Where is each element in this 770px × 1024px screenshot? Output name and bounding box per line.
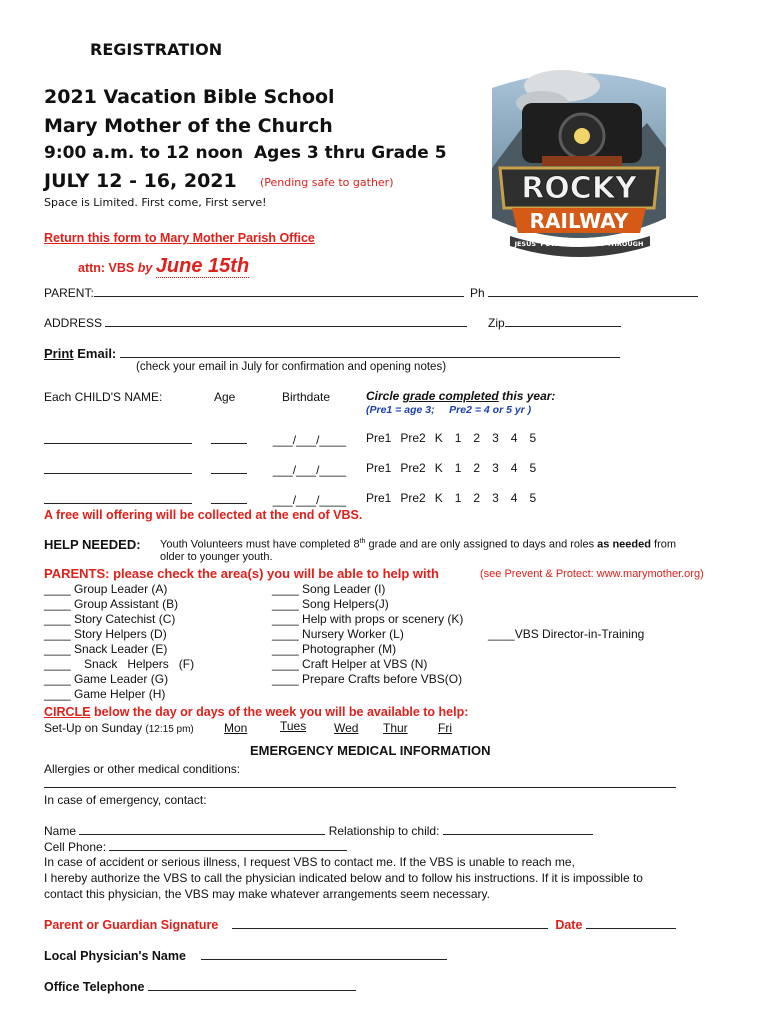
role-label: Song Leader (I) [302, 582, 386, 596]
day-wed[interactable]: Wed [334, 721, 359, 735]
deadline: June 15th [155, 255, 250, 277]
grade-k[interactable]: K [434, 461, 443, 475]
grade-2[interactable]: 2 [473, 491, 481, 505]
setup-text: Set-Up on Sunday [44, 721, 143, 735]
child-age-line[interactable] [211, 492, 247, 504]
grade-1[interactable]: 1 [454, 491, 462, 505]
grade-options[interactable] [366, 491, 545, 505]
grade-pre1[interactable]: Pre1 [366, 431, 392, 445]
allergies-line[interactable] [44, 776, 676, 788]
day-thur[interactable]: Thur [383, 721, 408, 735]
circle-label: CIRCLE [44, 705, 91, 719]
role-label: Story Catechist (C) [74, 612, 176, 626]
child-name-line[interactable] [44, 432, 192, 444]
office-label: Office Telephone [44, 980, 145, 994]
authorization-para-3: contact this physician, the VBS may make whatever arrangements seem necessary. [44, 887, 490, 901]
parent-label: PARENT: [44, 286, 94, 300]
grade-k[interactable]: K [434, 431, 443, 445]
role-label: Nursery Worker (L) [302, 627, 404, 641]
relationship-label: Relationship to child: [328, 824, 440, 838]
youth-text-sup: th [359, 538, 366, 545]
child-age-line[interactable] [211, 462, 247, 474]
role-label: Game Helper (H) [74, 687, 166, 701]
prevent-protect-note: (see Prevent & Protect: www.marymother.org) [480, 568, 704, 580]
ph-label: Ph [470, 286, 485, 300]
parent-line[interactable] [94, 285, 464, 297]
help-needed-label: HELP NEEDED: [44, 537, 141, 552]
signature-label: Parent or Guardian Signature [44, 918, 219, 932]
return-instructions: Return this form to Mary Mother Parish Office [44, 231, 315, 245]
director-in-training-item[interactable]: ____VBS Director-in-Training [488, 627, 645, 641]
child-name-line[interactable] [44, 492, 192, 504]
grade-5[interactable]: 5 [529, 491, 537, 505]
role-label: Snack Leader (E) [74, 642, 168, 656]
day-mon[interactable]: Mon [224, 721, 248, 735]
event-ages: Ages 3 thru Grade 5 [254, 143, 447, 163]
grade-pre1[interactable]: Pre1 [366, 491, 392, 505]
signature-line[interactable] [232, 917, 548, 929]
parents-help-heading: PARENTS: please check the area(s) you will be able to help with [44, 566, 439, 581]
emergency-contact-label: In case of emergency, contact: [44, 793, 207, 807]
role-label: Song Helpers(J) [302, 597, 389, 611]
address-line[interactable] [105, 315, 467, 327]
grade-3[interactable]: 3 [492, 491, 499, 505]
child-birthdate-blank[interactable]: ___/___/____ [272, 463, 347, 477]
age-header: Age [214, 390, 236, 404]
physician-label: Local Physician's Name [44, 949, 186, 963]
setup-label [44, 721, 194, 735]
parent-field[interactable] [44, 285, 464, 300]
role-label: Story Helpers (D) [74, 627, 167, 641]
youth-text-4: older to younger youth. [160, 551, 273, 563]
role-item[interactable]: ____ Group Leader (A) [44, 582, 168, 596]
child-birthdate-blank[interactable]: ___/___/____ [272, 433, 347, 447]
role-label: Group Assistant (B) [74, 597, 179, 611]
child-row[interactable] [44, 462, 346, 477]
day-fri[interactable]: Fri [438, 721, 452, 735]
role-item[interactable]: ____ Craft Helper at VBS (N) [272, 657, 428, 671]
grade-pre2[interactable]: Pre2 [400, 461, 426, 475]
signature-field[interactable] [44, 917, 676, 932]
contact-name-field[interactable] [44, 823, 593, 838]
role-label: Game Leader (G) [74, 672, 169, 686]
role-label: Prepare Crafts before VBS(O) [302, 672, 463, 686]
youth-text-2: grade and are only assigned to days and roles [365, 538, 598, 551]
zip-field[interactable] [488, 315, 621, 330]
grade-options[interactable] [366, 431, 545, 445]
grade-2[interactable]: 2 [473, 431, 481, 445]
by-label: by [137, 261, 153, 275]
role-item[interactable]: ____ Story Helpers (D) [44, 627, 167, 641]
child-age-line[interactable] [211, 432, 247, 444]
registration-heading: REGISTRATION [90, 40, 223, 59]
logo-word-rocky: ROCKY [521, 171, 637, 206]
church-name: Mary Mother of the Church [44, 115, 333, 137]
right-roles-list [272, 582, 463, 687]
role-item[interactable]: ____ Snack Helpers (F) [44, 657, 195, 671]
youth-volunteer-note [160, 538, 676, 551]
physician-line[interactable] [201, 948, 447, 960]
office-telephone-field[interactable] [44, 979, 356, 994]
phone-field[interactable] [470, 285, 698, 300]
space-limited-note: Space is Limited. First come, First serve! [44, 196, 267, 209]
role-item[interactable]: ____ Game Helper (H) [44, 687, 166, 701]
grade-pre1[interactable]: Pre1 [366, 461, 392, 475]
authorization-para-1: In case of accident or serious illness, I request VBS to contact me. If the VBS is unable to reach me, [44, 855, 575, 869]
role-label: Craft Helper at VBS (N) [302, 657, 428, 671]
contact-name-line[interactable] [79, 823, 325, 835]
youth-text-1: Youth Volunteers must have completed 8 [160, 538, 360, 551]
days-heading-rest: below the day or days of the week you will be available to help: [90, 705, 469, 719]
zip-label: Zip [488, 316, 505, 330]
grade-header-pre: Circle [366, 389, 403, 403]
role-item[interactable]: ____ Group Assistant (B) [44, 597, 179, 611]
grade-4[interactable]: 4 [510, 491, 518, 505]
allergies-line-wrap[interactable] [44, 776, 676, 791]
date-line[interactable] [586, 917, 676, 929]
name-label: Name [44, 824, 77, 838]
child-name-header: Each CHILD'S NAME: [44, 390, 163, 404]
grade-note: (Pre1 = age 3; Pre2 = 4 or 5 yr ) [366, 404, 532, 416]
grade-header-underlined: grade completed [402, 389, 499, 403]
setup-time: (12:15 pm) [145, 724, 194, 735]
role-item[interactable]: ____ Snack Leader (E) [44, 642, 168, 656]
youth-text-3: from [650, 538, 677, 551]
relationship-line[interactable] [443, 823, 593, 835]
address-field[interactable] [44, 315, 467, 330]
medical-heading: EMERGENCY MEDICAL INFORMATION [250, 743, 491, 758]
birthdate-header: Birthdate [282, 390, 331, 404]
cell-phone-field[interactable] [44, 839, 347, 854]
physician-field[interactable] [44, 948, 447, 963]
cell-line[interactable] [109, 839, 347, 851]
role-item[interactable]: ____ Story Catechist (C) [44, 612, 176, 626]
authorization-para-2: I hereby authorize the VBS to call the physician indicated below and to follow his instructions. If it is impossible to [44, 871, 643, 885]
role-item[interactable]: ____ Prepare Crafts before VBS(O) [272, 672, 463, 686]
grade-3[interactable]: 3 [492, 461, 499, 475]
email-label: Email: [77, 346, 117, 361]
left-roles-list [44, 582, 194, 702]
attn-label: attn: VBS [78, 261, 135, 275]
grade-header-post: this year: [498, 389, 556, 403]
zip-line[interactable] [505, 315, 621, 327]
return-attn [78, 255, 249, 278]
days-heading [44, 705, 468, 719]
child-birthdate-blank[interactable]: ___/___/____ [272, 493, 347, 507]
email-note: (check your email in July for confirmation and opening notes) [136, 361, 447, 373]
grade-4[interactable]: 4 [510, 431, 518, 445]
role-label: Group Leader (A) [74, 582, 168, 596]
role-item[interactable]: ____ Song Leader (I) [272, 582, 386, 596]
cell-label: Cell Phone: [44, 840, 107, 854]
day-tues[interactable]: Tues [280, 719, 307, 733]
event-title: 2021 Vacation Bible School [44, 86, 335, 108]
role-item[interactable]: ____ Nursery Worker (L) [272, 627, 404, 641]
grade-pre2[interactable]: Pre2 [400, 491, 426, 505]
role-item[interactable]: ____ Help with props or scenery (K) [272, 612, 464, 626]
as-needed: as needed [597, 538, 651, 551]
print-label: Print [44, 346, 74, 361]
grade-options[interactable] [366, 461, 545, 475]
grade-header [366, 389, 555, 403]
role-label: Help with props or scenery (K) [302, 612, 464, 626]
role-label: Photographer (M) [302, 642, 397, 656]
email-line[interactable] [120, 345, 620, 358]
event-time: 9:00 a.m. to 12 noon [44, 143, 244, 163]
role-label: Snack Helpers (F) [84, 657, 195, 671]
email-field[interactable] [44, 345, 620, 361]
office-line[interactable] [148, 979, 356, 991]
grade-2[interactable]: 2 [473, 461, 481, 475]
role-label: VBS Director-in-Training [514, 627, 645, 641]
grade-4[interactable]: 4 [510, 461, 518, 475]
child-row[interactable] [44, 492, 346, 507]
grade-5[interactable]: 5 [529, 461, 537, 475]
address-label: ADDRESS [44, 316, 103, 330]
child-name-line[interactable] [44, 462, 192, 474]
logo-word-railway: RAILWAY [529, 209, 629, 233]
pending-note: (Pending safe to gather) [260, 176, 394, 189]
child-row[interactable] [44, 432, 346, 447]
role-item[interactable]: ____ Game Leader (G) [44, 672, 169, 686]
grade-1[interactable]: 1 [454, 461, 462, 475]
role-item[interactable]: ____ Photographer (M) [272, 642, 397, 656]
role-item[interactable]: ____ Song Helpers(J) [272, 597, 389, 611]
date-label: Date [555, 918, 583, 932]
phone-line[interactable] [488, 285, 698, 297]
grade-k[interactable]: K [434, 491, 443, 505]
allergies-label: Allergies or other medical conditions: [44, 762, 241, 776]
grade-3[interactable]: 3 [492, 431, 499, 445]
grade-5[interactable]: 5 [529, 431, 537, 445]
grade-1[interactable]: 1 [454, 431, 462, 445]
logo-tagline: JESUS' POWER PULLS US THROUGH [514, 240, 644, 248]
rocky-railway-logo [482, 58, 676, 266]
free-will-offering-note: A free will offering will be collected at the end of VBS. [44, 508, 363, 522]
grade-pre2[interactable]: Pre2 [400, 431, 426, 445]
event-dates: JULY 12 - 16, 2021 [44, 170, 237, 192]
